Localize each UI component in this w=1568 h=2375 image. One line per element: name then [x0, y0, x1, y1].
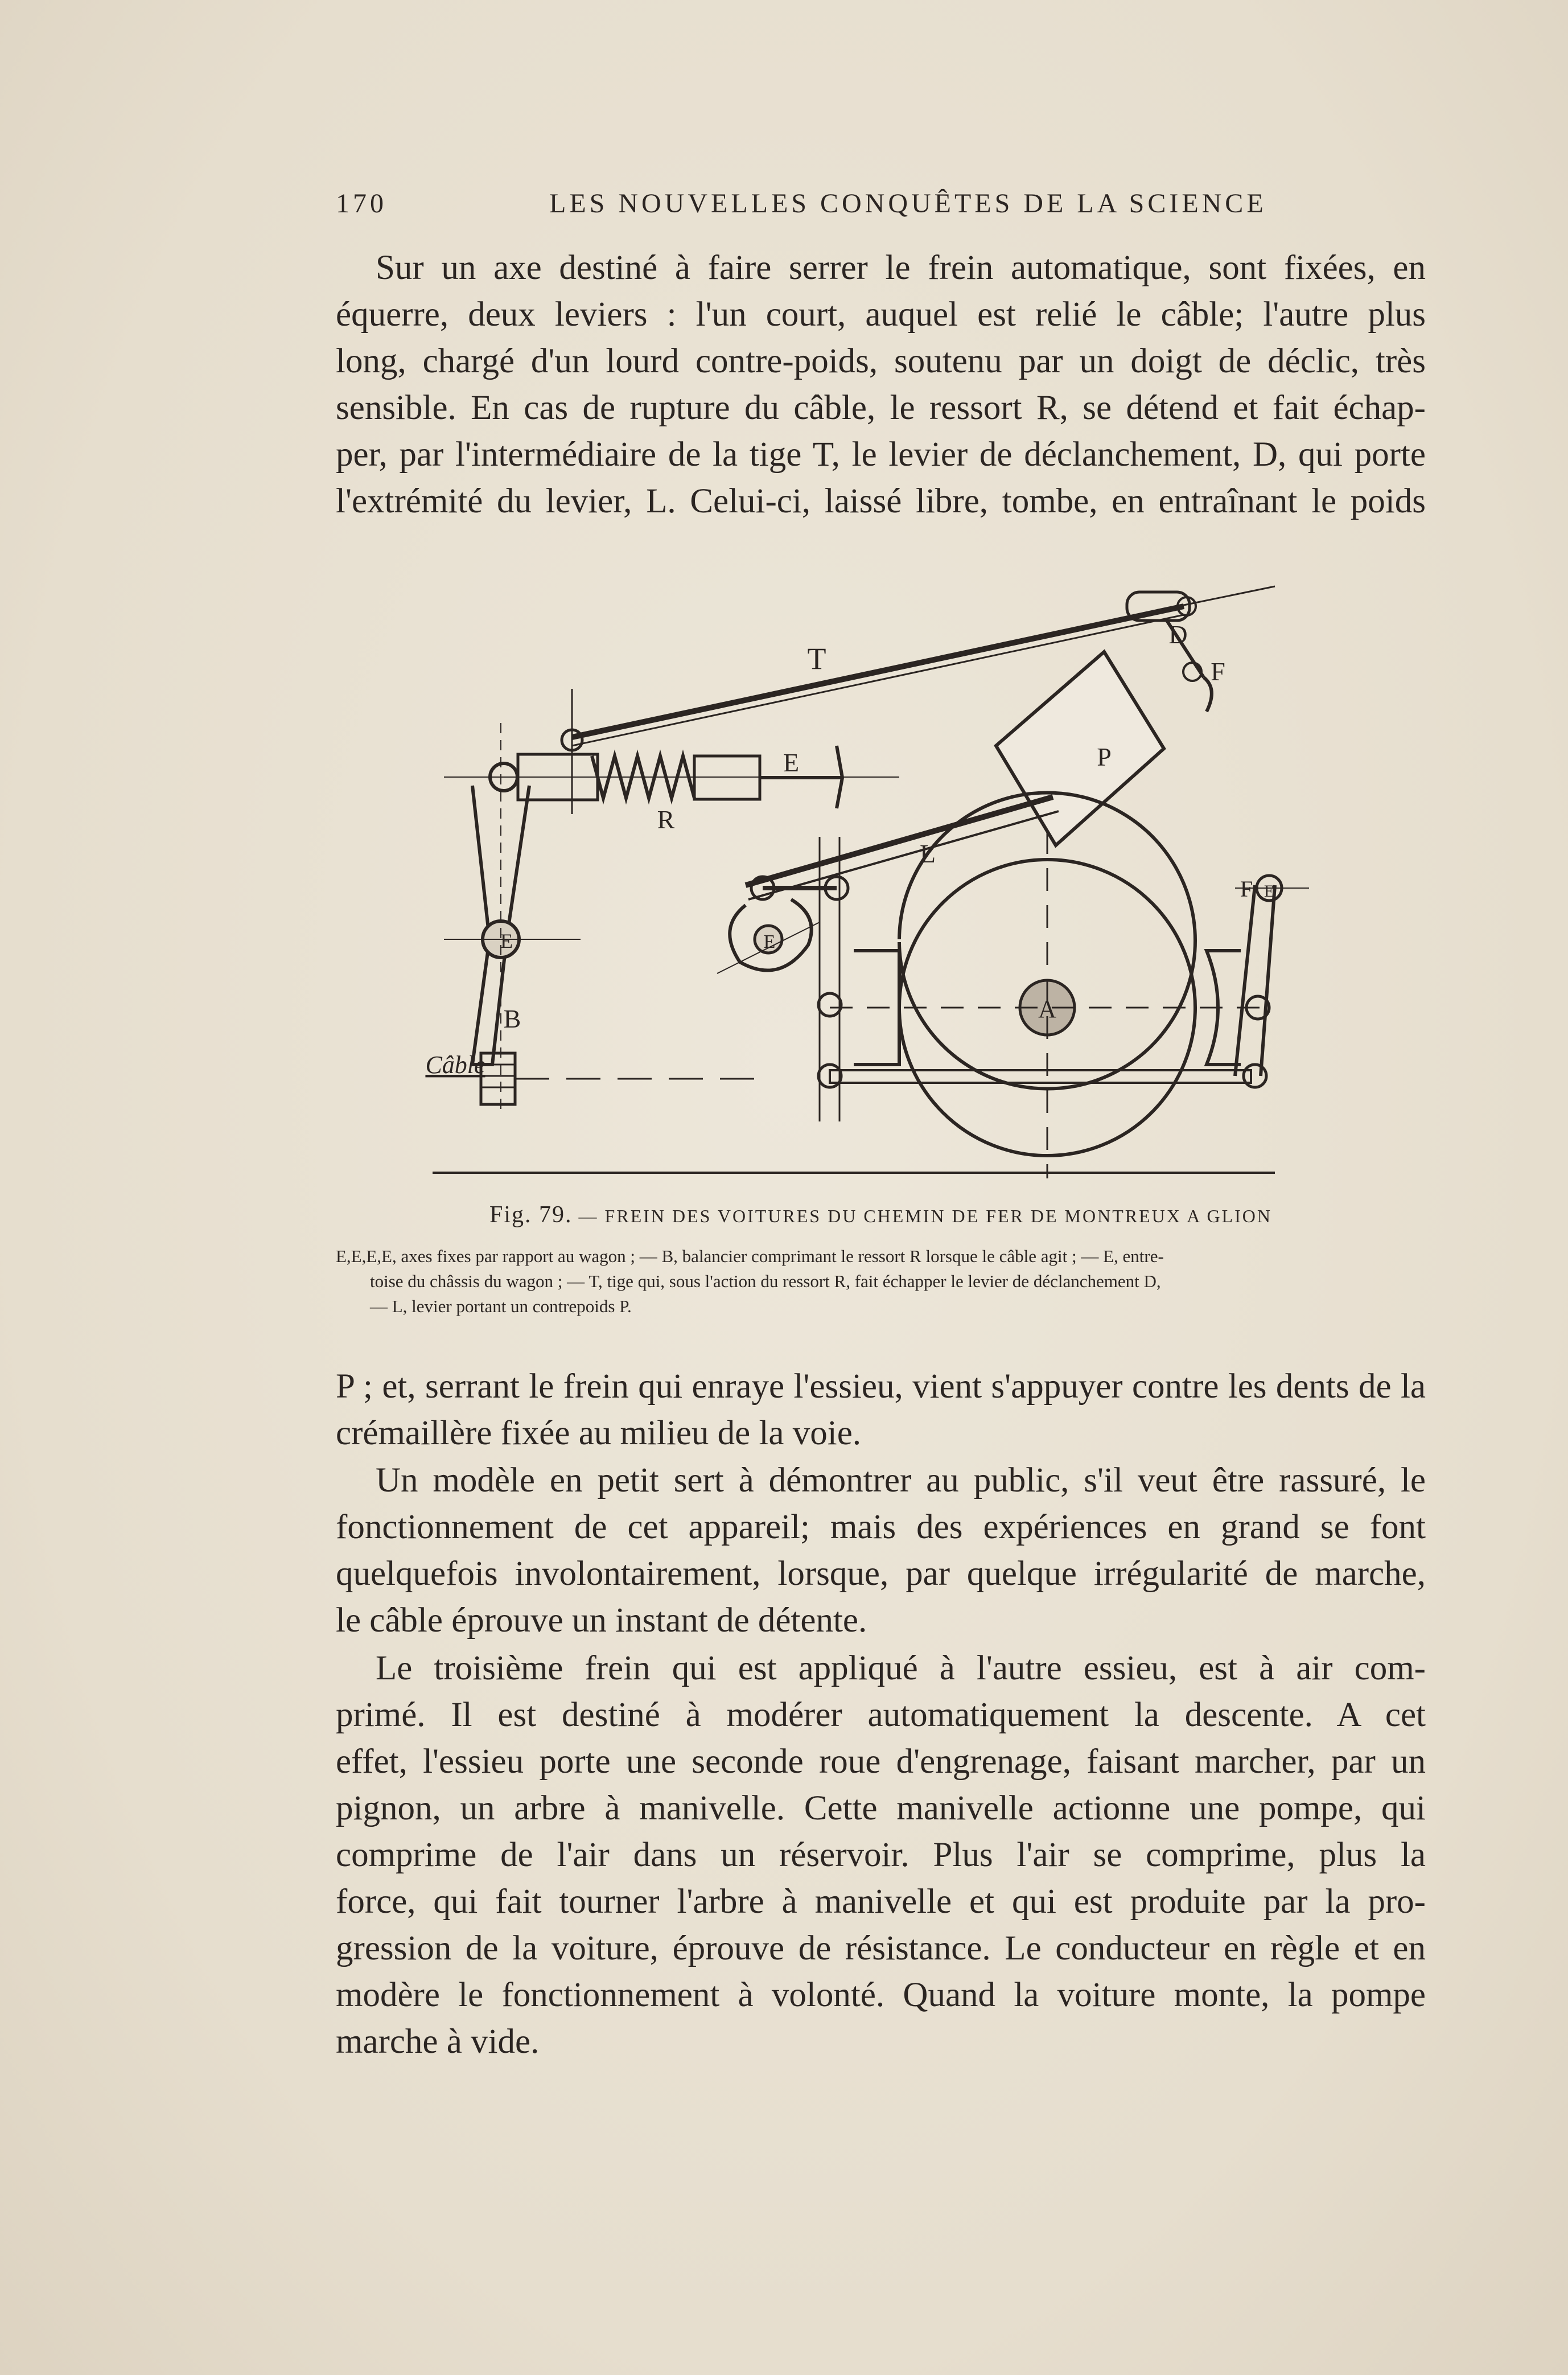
figure-legend	[336, 1244, 1426, 1319]
paragraph-2	[336, 1363, 1426, 1457]
text-line: Sur un axe destiné à faire serrer le frein automatique, sont fixées, en	[376, 249, 1426, 287]
text-line: long, chargé d'un lourd contre-poids, soutenu par un doigt de déclic, très	[336, 342, 1426, 380]
running-title: LES NOUVELLES CONQUÊTES DE LA SCIENCE	[549, 188, 1267, 219]
text-line: P ; et, serrant le frein qui enraye l'essieu, vient s'appuyer contre les dents de la	[336, 1367, 1426, 1406]
text-line: modère le fonctionnement à volonté. Quand la voiture monte, la pompe	[336, 1976, 1426, 2014]
label-B: B	[503, 1004, 521, 1033]
label-E-spring: E	[783, 748, 800, 777]
paragraph-3	[336, 1457, 1426, 1644]
brake-diagram	[421, 575, 1309, 1190]
text-line: quelquefois involontairement, lorsque, par quelque irrégularité de marche,	[336, 1555, 1426, 1593]
legend-line: toise du châssis du wagon ; — T, tige qui, sous l'action du ressort R, fait échapper le levier de déclanchement D,	[370, 1271, 1161, 1291]
label-cable: Câble	[425, 1051, 485, 1079]
text-line: sensible. En cas de rupture du câble, le ressort R, se détend et fait échap-	[336, 389, 1426, 427]
text-line: Un modèle en petit sert à démontrer au public, s'il veut être rassuré, le	[376, 1461, 1426, 1499]
page-number: 170	[336, 188, 387, 219]
text-line: primé. Il est destiné à modérer automatiquement la descente. A cet	[336, 1696, 1426, 1734]
text-line: Le troisième frein qui est appliqué à l'autre essieu, est à air com-	[376, 1649, 1426, 1687]
legend-line: E,E,E,E, axes fixes par rapport au wagon ; — B, balancier comprimant le ressort R lorsque le câble agit ; — E, entre-	[336, 1246, 1164, 1266]
label-P: P	[1097, 742, 1112, 771]
text-line: per, par l'intermédiaire de la tige T, le levier de déclanchement, D, qui porte	[336, 435, 1426, 474]
figure-caption	[336, 1201, 1426, 1228]
text-line: fonctionnement de cet appareil; mais des expériences en grand se font	[336, 1508, 1426, 1546]
text-line: équerre, deux leviers : l'un court, auquel est relié le câble; l'autre plus	[336, 295, 1426, 334]
label-R: R	[657, 805, 675, 834]
brake-figure	[421, 575, 1309, 1190]
figure-title: — FREIN DES VOITURES DU CHEMIN DE FER DE MONTREUX A GLION	[578, 1206, 1272, 1226]
legend-line: — L, levier portant un contrepoids P.	[370, 1296, 632, 1316]
text-line: gression de la voiture, éprouve de résistance. Le conducteur en règle et en	[336, 1929, 1426, 1967]
text-line: effet, l'essieu porte une seconde roue d'engrenage, faisant marcher, par un	[336, 1743, 1426, 1781]
page-header	[336, 188, 1417, 228]
label-F-right: F	[1240, 876, 1253, 902]
label-F-top: F	[1211, 657, 1225, 686]
label-T: T	[807, 642, 826, 676]
figure-number: Fig. 79.	[489, 1202, 573, 1228]
text-line: comprime de l'air dans un réservoir. Plus l'air se comprime, plus la	[336, 1836, 1426, 1874]
label-A: A	[1038, 995, 1056, 1023]
text-line: le câble éprouve un instant de détente.	[336, 1601, 867, 1640]
text-line: l'extrémité du levier, L. Celui-ci, laissé libre, tombe, en entraînant le poids	[336, 482, 1426, 520]
label-E-right: E	[1264, 882, 1275, 901]
label-L: L	[919, 839, 936, 868]
text-line: force, qui fait tourner l'arbre à manivelle et qui est produite par la pro-	[336, 1883, 1426, 1921]
paragraph-1	[336, 245, 1426, 529]
label-D: D	[1168, 620, 1188, 649]
text-line: marche à vide.	[336, 2023, 540, 2061]
text-line: pignon, un arbre à manivelle. Cette manivelle actionne une pompe, qui	[336, 1789, 1426, 1827]
text-line: crémaillère fixée au milieu de la voie.	[336, 1414, 862, 1452]
paragraph-4	[336, 1645, 1426, 2065]
label-E-balancier: E	[500, 930, 513, 952]
label-E-lever: E	[763, 931, 776, 952]
